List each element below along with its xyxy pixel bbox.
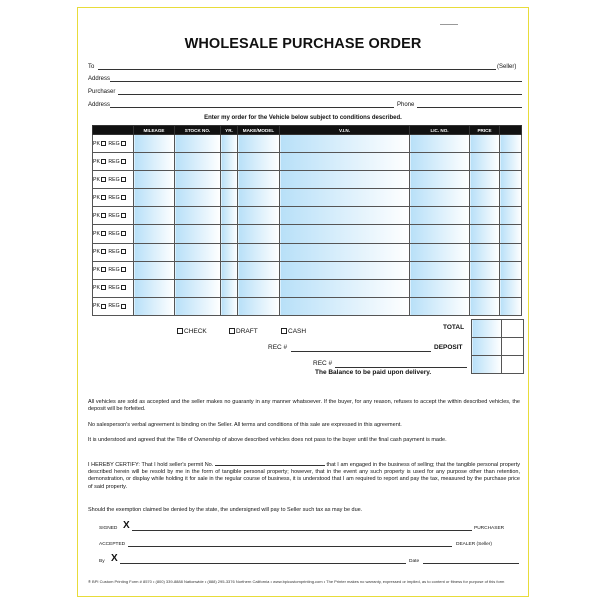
table-row (93, 153, 522, 171)
address-field[interactable] (110, 81, 522, 82)
totals-table (471, 319, 524, 374)
row-type-cell (93, 189, 134, 207)
by-label: By (99, 559, 105, 564)
mileage-cell[interactable] (134, 189, 175, 207)
pk-checkbox[interactable] (101, 159, 106, 164)
mileage-cell[interactable] (134, 243, 175, 261)
phone-field[interactable] (417, 107, 522, 108)
permit-number-field[interactable] (215, 460, 325, 466)
certify-text-a: I HEREBY CERTIFY: That I hold seller's permit No. (88, 462, 214, 468)
price-cell[interactable] (470, 135, 500, 153)
purchaser-sig-label: PURCHASER (474, 526, 505, 531)
date-label: Date (409, 559, 420, 564)
total-cents-cell[interactable] (502, 320, 524, 338)
reg-label: REG (108, 267, 120, 274)
table-row (93, 135, 522, 153)
terms-paragraph-2: No salesperson's verbal agreement is binding on the Seller. All terms and conditions of this sale are expressed in this agreement. (88, 422, 402, 428)
top-divider (440, 24, 458, 25)
row-type-cell (93, 243, 134, 261)
vin-cell[interactable] (280, 279, 410, 297)
mileage-cell[interactable] (134, 207, 175, 225)
row-type-cell (93, 153, 134, 171)
pk-label: PK (93, 285, 100, 292)
reg-label: REG (108, 194, 120, 201)
row-type-cell (93, 207, 134, 225)
pk-label: PK (93, 303, 100, 310)
reg-checkbox[interactable] (121, 304, 126, 309)
rec2-label: REC # (313, 360, 333, 367)
draft-checkbox[interactable] (229, 328, 235, 334)
footer-text: ® BPI Custom Printing Form # 8570 • (800) 339-8888 Nationwide • (888) 295-3376 Northern California • www.bpicustomprinting.com • The Printer makes no warranty, expressed or implied, as to content or fitness for purpose of this form (88, 579, 505, 584)
total-amount-cell[interactable] (472, 320, 502, 338)
pk-checkbox[interactable] (101, 285, 106, 290)
address2-label: Address (88, 102, 111, 108)
stock-cell[interactable] (175, 153, 221, 171)
vin-cell[interactable] (280, 243, 410, 261)
lic-cell[interactable] (410, 261, 470, 279)
col-header-mileage: MILEAGE (134, 126, 175, 135)
pk-label: PK (93, 194, 100, 201)
vin-cell[interactable] (280, 225, 410, 243)
reg-checkbox[interactable] (121, 195, 126, 200)
to-label: To (88, 64, 95, 70)
phone-label: Phone (397, 102, 415, 108)
signed-label: SIGNED (99, 526, 118, 531)
cash-label: CASH (288, 328, 307, 335)
cents-cell[interactable] (500, 297, 522, 315)
table-row (93, 261, 522, 279)
reg-label: REG (108, 158, 120, 165)
price-cell[interactable] (470, 297, 500, 315)
pk-label: PK (93, 267, 100, 274)
pk-checkbox[interactable] (101, 195, 106, 200)
cash-option[interactable] (281, 328, 306, 335)
pk-label: PK (93, 212, 100, 219)
total-label: TOTAL (443, 324, 465, 331)
pk-checkbox[interactable] (101, 249, 106, 254)
year-cell[interactable] (221, 243, 238, 261)
row-type-cell (93, 171, 134, 189)
purchase-order-form (77, 7, 529, 597)
draft-label: DRAFT (236, 328, 258, 335)
cents-cell[interactable] (500, 153, 522, 171)
row-type-cell (93, 225, 134, 243)
table-row (93, 225, 522, 243)
make-model-cell[interactable] (238, 153, 280, 171)
cents-cell[interactable] (500, 171, 522, 189)
check-option[interactable] (177, 328, 207, 335)
reg-checkbox[interactable] (121, 177, 126, 182)
reg-label: REG (108, 249, 120, 256)
make-model-cell[interactable] (238, 243, 280, 261)
pk-checkbox[interactable] (101, 304, 106, 309)
lic-cell[interactable] (410, 297, 470, 315)
mileage-cell[interactable] (134, 171, 175, 189)
pk-label: PK (93, 231, 100, 238)
rec1-field[interactable] (291, 351, 431, 352)
cents-cell[interactable] (500, 225, 522, 243)
pk-checkbox[interactable] (101, 141, 106, 146)
make-model-cell[interactable] (238, 261, 280, 279)
reg-label: REG (108, 212, 120, 219)
terms-paragraph-3: It is understood and agreed that the Title of Ownership of above described vehicles does not pass to the buyer until the final cash payment is made. (88, 437, 447, 443)
pk-checkbox[interactable] (101, 267, 106, 272)
balance-amount-cell[interactable] (472, 356, 502, 374)
vin-cell[interactable] (280, 189, 410, 207)
by-field[interactable] (120, 563, 406, 564)
lic-cell[interactable] (410, 189, 470, 207)
col-header-stock: STOCK NO. (175, 126, 221, 135)
lic-cell[interactable] (410, 135, 470, 153)
table-row (93, 171, 522, 189)
vehicle-table (92, 125, 522, 316)
vehicle-rows (93, 135, 522, 316)
lic-cell[interactable] (410, 225, 470, 243)
balance-note: The Balance to be paid upon delivery. (315, 369, 432, 376)
make-model-cell[interactable] (238, 207, 280, 225)
lic-cell[interactable] (410, 207, 470, 225)
reg-checkbox[interactable] (121, 285, 126, 290)
year-cell[interactable] (221, 171, 238, 189)
col-header-vin: V.I.N. (280, 126, 410, 135)
table-row (93, 279, 522, 297)
deposit-amount-cell[interactable] (472, 338, 502, 356)
col-header-price: PRICE (470, 126, 500, 135)
stock-cell[interactable] (175, 171, 221, 189)
pk-label: PK (93, 158, 100, 165)
signed-field[interactable] (132, 530, 472, 531)
vin-cell[interactable] (280, 261, 410, 279)
to-field[interactable] (98, 69, 496, 70)
pk-checkbox[interactable] (101, 231, 106, 236)
year-cell[interactable] (221, 153, 238, 171)
rec2-field[interactable] (335, 367, 467, 368)
price-cell[interactable] (470, 279, 500, 297)
check-label: CHECK (184, 328, 207, 335)
col-header-make-model: MAKE/MODEL (238, 126, 280, 135)
address-label: Address (88, 76, 111, 82)
reg-label: REG (108, 140, 120, 147)
date-field[interactable] (423, 563, 519, 564)
reg-label: REG (108, 176, 120, 183)
col-header-cents (500, 126, 522, 135)
pk-label: PK (93, 249, 100, 256)
year-cell[interactable] (221, 225, 238, 243)
year-cell[interactable] (221, 279, 238, 297)
stock-cell[interactable] (175, 225, 221, 243)
mileage-cell[interactable] (134, 225, 175, 243)
cents-cell[interactable] (500, 189, 522, 207)
mileage-cell[interactable] (134, 153, 175, 171)
check-checkbox[interactable] (177, 328, 183, 334)
table-header-row (93, 126, 522, 135)
make-model-cell[interactable] (238, 279, 280, 297)
reg-label: REG (108, 231, 120, 238)
make-model-cell[interactable] (238, 189, 280, 207)
price-cell[interactable] (470, 207, 500, 225)
stock-cell[interactable] (175, 297, 221, 315)
year-cell[interactable] (221, 135, 238, 153)
lic-cell[interactable] (410, 243, 470, 261)
table-row (93, 207, 522, 225)
seller-label: (Seller) (497, 64, 517, 70)
table-row (93, 297, 522, 315)
stock-cell[interactable] (175, 135, 221, 153)
cents-cell[interactable] (500, 279, 522, 297)
col-header-lic: LIC. NO. (410, 126, 470, 135)
year-cell[interactable] (221, 189, 238, 207)
price-cell[interactable] (470, 153, 500, 171)
pk-label: PK (93, 176, 100, 183)
table-row (93, 243, 522, 261)
vin-cell[interactable] (280, 171, 410, 189)
pk-label: PK (93, 140, 100, 147)
cents-cell[interactable] (500, 243, 522, 261)
purchaser-field[interactable] (118, 94, 522, 95)
year-cell[interactable] (221, 261, 238, 279)
price-cell[interactable] (470, 171, 500, 189)
reg-label: REG (108, 303, 120, 310)
cents-cell[interactable] (500, 261, 522, 279)
terms-paragraph-1: All vehicles are sold as accepted and the seller makes no guaranty in any manner whatsoever. If the buyer, for any reason, refuses to accept the within described vehicles, the deposit will be forfeited. (88, 399, 520, 413)
vin-cell[interactable] (280, 297, 410, 315)
reg-checkbox[interactable] (121, 141, 126, 146)
pk-checkbox[interactable] (101, 213, 106, 218)
stock-cell[interactable] (175, 261, 221, 279)
stock-cell[interactable] (175, 189, 221, 207)
year-cell[interactable] (221, 297, 238, 315)
col-header-year: YR. (221, 126, 238, 135)
by-x-mark: X (111, 553, 118, 564)
reg-checkbox[interactable] (121, 267, 126, 272)
stock-cell[interactable] (175, 207, 221, 225)
make-model-cell[interactable] (238, 135, 280, 153)
cents-cell[interactable] (500, 207, 522, 225)
vin-cell[interactable] (280, 135, 410, 153)
row-type-cell (93, 261, 134, 279)
reg-checkbox[interactable] (121, 231, 126, 236)
row-type-cell (93, 279, 134, 297)
pk-checkbox[interactable] (101, 177, 106, 182)
balance-cents-cell[interactable] (502, 356, 524, 374)
reg-label: REG (108, 285, 120, 292)
stock-cell[interactable] (175, 243, 221, 261)
signed-x-mark: X (123, 520, 130, 531)
col-header-type (93, 126, 134, 135)
stock-cell[interactable] (175, 279, 221, 297)
accepted-label: ACCEPTED (99, 542, 126, 547)
make-model-cell[interactable] (238, 225, 280, 243)
price-cell[interactable] (470, 225, 500, 243)
purchaser-label: Purchaser (88, 89, 116, 95)
accepted-field[interactable] (128, 546, 452, 547)
deposit-label: DEPOSIT (434, 344, 463, 351)
price-cell[interactable] (470, 261, 500, 279)
lic-cell[interactable] (410, 279, 470, 297)
cash-checkbox[interactable] (281, 328, 287, 334)
terms-paragraph-4 (88, 460, 520, 491)
reg-checkbox[interactable] (121, 159, 126, 164)
mileage-cell[interactable] (134, 297, 175, 315)
form-title: WHOLESALE PURCHASE ORDER (184, 36, 422, 52)
reg-checkbox[interactable] (121, 213, 126, 218)
price-cell[interactable] (470, 189, 500, 207)
table-row (93, 189, 522, 207)
reg-checkbox[interactable] (121, 249, 126, 254)
make-model-cell[interactable] (238, 171, 280, 189)
vin-cell[interactable] (280, 153, 410, 171)
certify-text-b: that I am engaged in the business of selling; that the tangible personal property described herein will be resold by me in the form of tangible personal property; however, that in the event any such property is used for any purpose other than retention, demonstration, or display while holding it for sale in the regular course of business, it is understood that I am required to report and pay the tax, measured by the purchase price of said property. (88, 462, 521, 490)
lic-cell[interactable] (410, 153, 470, 171)
mileage-cell[interactable] (134, 261, 175, 279)
terms-paragraph-5: Should the exemption claimed be denied by the state, the undersigned will pay to Seller such tax as may be due. (88, 507, 363, 513)
cents-cell[interactable] (500, 135, 522, 153)
lic-cell[interactable] (410, 171, 470, 189)
row-type-cell (93, 297, 134, 315)
mileage-cell[interactable] (134, 135, 175, 153)
mileage-cell[interactable] (134, 279, 175, 297)
dealer-label: DEALER (Seller) (456, 542, 492, 547)
row-type-cell (93, 135, 134, 153)
address2-field[interactable] (110, 107, 394, 108)
year-cell[interactable] (221, 207, 238, 225)
price-cell[interactable] (470, 243, 500, 261)
draft-option[interactable] (229, 328, 258, 335)
make-model-cell[interactable] (238, 297, 280, 315)
deposit-cents-cell[interactable] (502, 338, 524, 356)
order-intro: Enter my order for the Vehicle below subject to conditions described. (204, 115, 402, 121)
rec1-label: REC # (268, 344, 288, 351)
vin-cell[interactable] (280, 207, 410, 225)
